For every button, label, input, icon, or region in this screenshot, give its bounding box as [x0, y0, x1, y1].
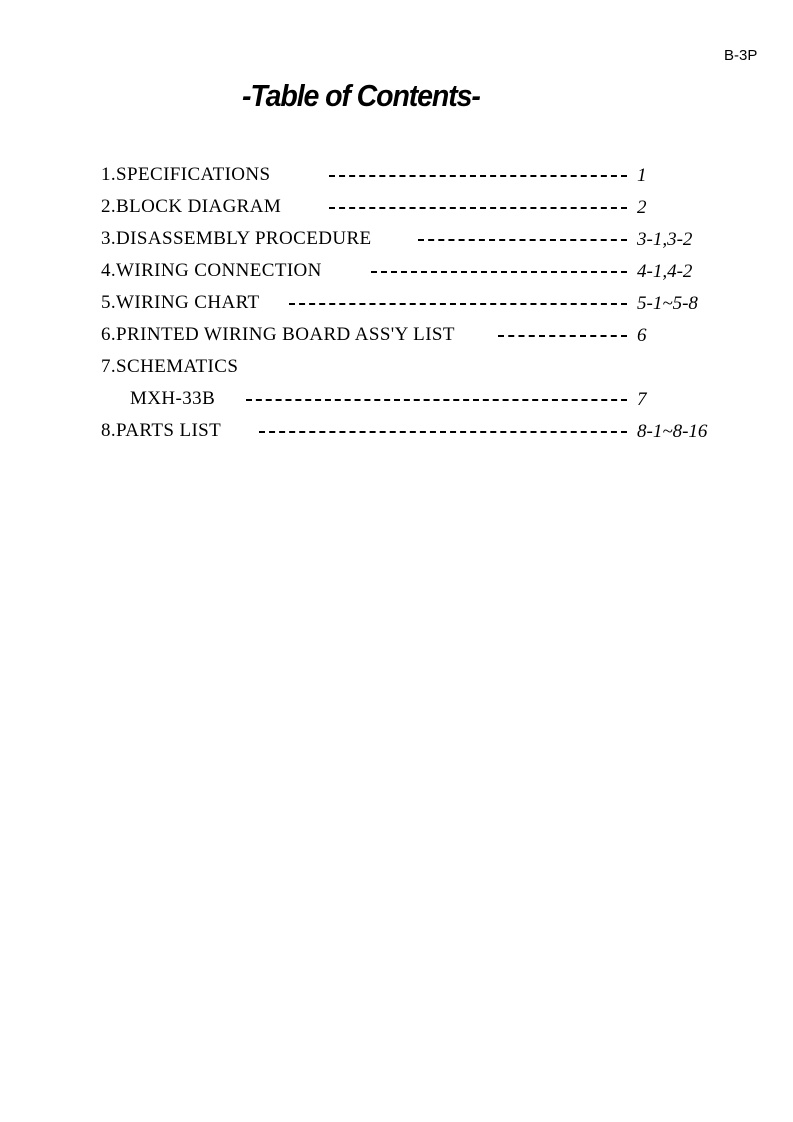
- toc-entry: [101, 196, 721, 228]
- toc-entry-page: 5-1~5-8: [637, 293, 698, 314]
- toc-entry: [101, 164, 721, 196]
- toc-entry-page: 6: [637, 325, 647, 346]
- toc-entry-page: 1: [637, 165, 647, 186]
- dotted-leader: [329, 207, 627, 209]
- toc-entry: [101, 420, 721, 452]
- toc-entry-label: 4.WIRING CONNECTION: [101, 260, 322, 281]
- page-title: -Table of Contents-: [242, 78, 480, 113]
- toc-entry-label: 5.WIRING CHART: [101, 292, 260, 313]
- dotted-leader: [498, 335, 627, 337]
- dotted-leader: [246, 399, 627, 401]
- toc-entry-label: 7.SCHEMATICS: [101, 356, 239, 377]
- toc-entry-label: 3.DISASSEMBLY PROCEDURE: [101, 228, 372, 249]
- toc-entry-label: MXH-33B: [130, 388, 216, 409]
- toc-entry: [101, 356, 721, 388]
- dotted-leader: [289, 303, 627, 305]
- toc-entry-page: 3-1,3-2: [637, 229, 693, 250]
- toc-entry: [101, 228, 721, 260]
- toc-entry: [101, 292, 721, 324]
- dotted-leader: [259, 431, 627, 433]
- toc-entry-page: 8-1~8-16: [637, 421, 708, 442]
- toc-entry-label: 6.PRINTED WIRING BOARD ASS'Y LIST: [101, 324, 455, 345]
- toc-entry-label: 1.SPECIFICATIONS: [101, 164, 271, 185]
- table-of-contents: [101, 164, 721, 452]
- toc-entry: [101, 324, 721, 356]
- toc-entry-label: 2.BLOCK DIAGRAM: [101, 196, 282, 217]
- toc-entry-page: 2: [637, 197, 647, 218]
- dotted-leader: [329, 175, 627, 177]
- toc-entry-page: 7: [637, 389, 647, 410]
- toc-entry-page: 4-1,4-2: [637, 261, 693, 282]
- dotted-leader: [418, 239, 627, 241]
- toc-entry: [101, 260, 721, 292]
- toc-entry: [101, 388, 721, 420]
- toc-entry-label: 8.PARTS LIST: [101, 420, 222, 441]
- page-code: B-3P: [724, 47, 758, 64]
- dotted-leader: [371, 271, 627, 273]
